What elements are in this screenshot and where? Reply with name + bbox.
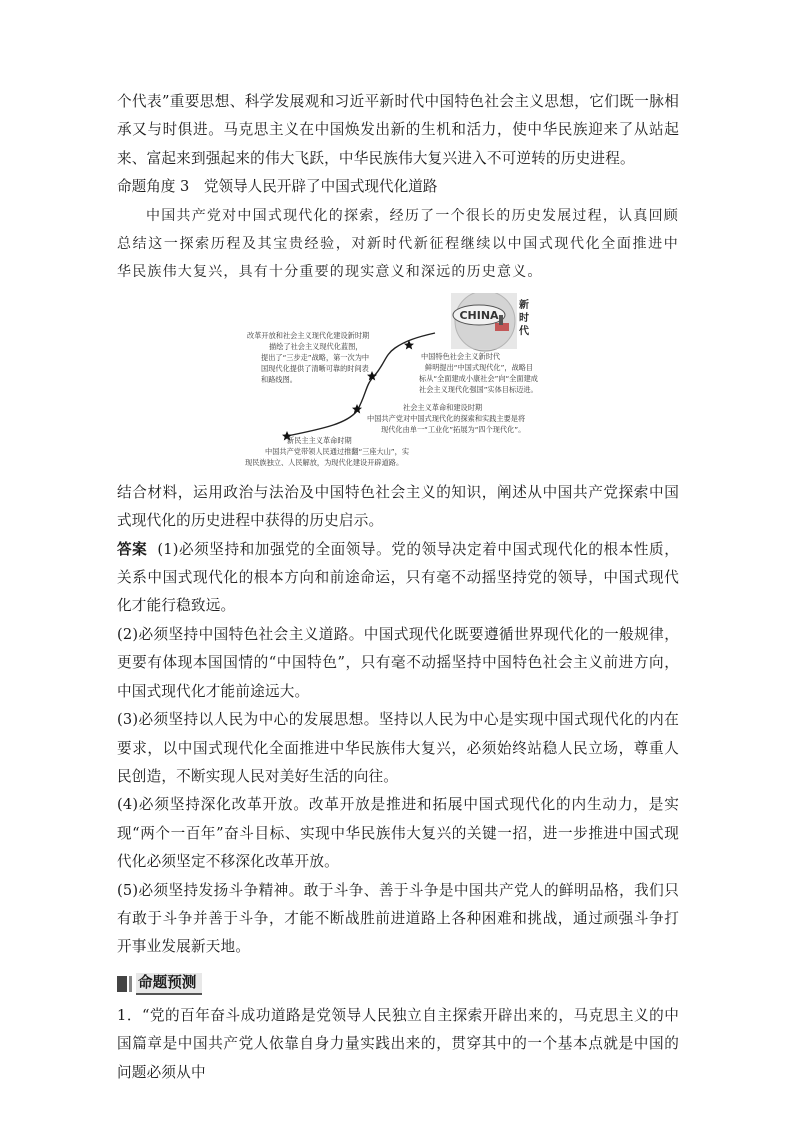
democratic-period-text: 新民主主义革命时期 中国共产党带领人民通过推翻“三座大山”，实 现民族独立、人民解放，为现代化建设开辟道路。 — [245, 435, 410, 467]
timeline-figure — [117, 293, 679, 473]
answer-5: (5)必须坚持发扬斗争精神。敢于斗争、善于斗争是中国共产党人的鲜明品格，我们只有敢于斗争并善于斗争，才能不断战胜前进道路上各种困难和挑战，通过顽强斗争打开事业发展新天地。 — [117, 881, 679, 956]
section-header — [117, 972, 679, 996]
answer-2: (2)必须坚持中国特色社会主义道路。中国式现代化既要遵循世界现代化的一般规律，更要有体现本国国情的“中国特色”，只有毫不动摇坚持中国特色社会主义前进方向，中国式现代化才能前途远大。 — [117, 625, 679, 700]
section-marker-icon — [117, 976, 127, 992]
intro-paragraph: 个代表”重要思想、科学发展观和习近平新时代中国特色社会主义思想，它们既一脉相承又与时俱进。马克思主义在中国焕发出新的生机和活力，使中华民族迎来了从站起来、富起来到强起来的伟大飞跃，中华民族伟大复兴进入不可逆转的历史进程。 — [117, 93, 679, 167]
section-title: 命题预测 — [136, 973, 202, 995]
china-badge — [451, 293, 517, 351]
document-page — [117, 88, 679, 1087]
prediction-item-1: 1．“党的百年奋斗成功道路是党领导人民独立自主探索开辟出来的，马克思主义的中国篇章是中国共产党人依靠自身力量实践出来的，贯穿其中的一个基本点就是中国的问题必须从中 — [117, 1006, 679, 1081]
question-paragraph: 结合材料，运用政治与法治及中国特色社会主义的知识，阐述从中国共产党探索中国式现代化的历史进程中获得的历史启示。 — [117, 483, 679, 530]
new-era-label: 新时代 — [519, 299, 529, 337]
answer-1: 答案 (1)必须坚持和加强党的全面领导。党的领导决定着中国式现代化的根本性质，关系中国式现代化的根本方向和前途命运，只有毫不动摇坚持党的领导，中国式现代化才能行稳致远。 — [117, 540, 679, 615]
new-era-text: 中国特色社会主义新时代 鲜明提出“中国式现代化”，战略目 标从“全面建成小康社会”向“全面建成 社会主义现代化强国”实体目标迈进。 — [419, 351, 538, 394]
material-paragraph: 中国共产党对中国式现代化的探索，经历了一个很长的历史发展过程，认真回顾总结这一探索历程及其宝贵经验，对新时代新征程继续以中国式现代化全面推进中华民族伟大复兴，具有十分重要的现实意义和深远的历史意义。 — [117, 207, 679, 281]
socialist-period-text: 社会主义革命和建设时期 中国共产党对中国式现代化的探索和实践主要是将 现代化由单一“工业化”拓展为“四个现代化”。 — [367, 402, 526, 434]
badge-label: CHINA — [459, 308, 499, 322]
answer-3: (3)必须坚持以人民为中心的发展思想。坚持以人民为中心是实现中国式现代化的内在要求，以中国式现代化全面推进中华民族伟大复兴，必须始终站稳人民立场，尊重人民创造，不断实现人民对美好生活的向往。 — [117, 711, 679, 785]
reform-period-text: 改革开放和社会主义现代化建设新时期 描绘了社会主义现代化蓝图， 提出了“三步走”战略，第一次为中 国现代化提供了清晰可靠的时间表 和路线图。 — [247, 330, 370, 384]
answer-4: (4)必须坚持深化改革开放。改革开放是推进和拓展中国式现代化的内生动力，是实现“两个一百年”奋斗目标、实现中华民族伟大复兴的关键一招，进一步推进中国式现代化必须坚定不移深化改革开放。 — [117, 796, 679, 871]
angle-heading: 命题角度 3 党领导人民开辟了中国式现代化道路 — [117, 178, 438, 196]
answer-label: 答案 — [117, 540, 148, 558]
section-marker-stripe-icon — [129, 976, 132, 992]
